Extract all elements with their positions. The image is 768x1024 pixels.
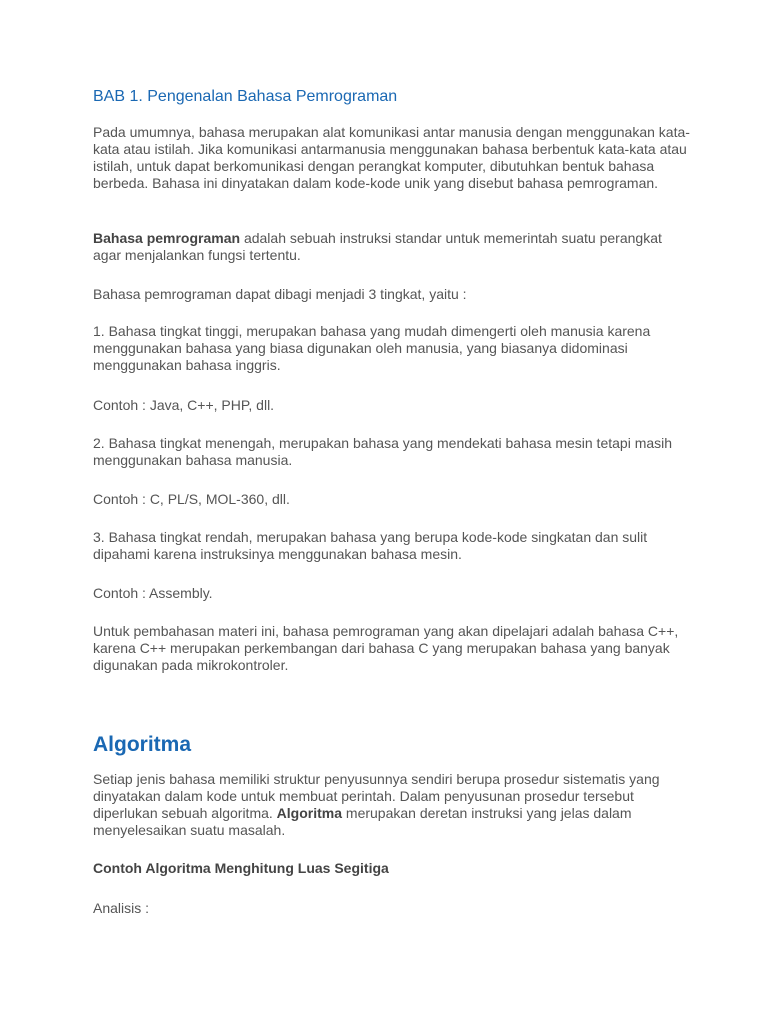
definition-term: Bahasa pemrograman (93, 230, 241, 246)
algoritma-term: Algoritma (276, 805, 343, 821)
intro-paragraph: Pada umumnya, bahasa merupakan alat komunikasi antar manusia dengan menggunakan kata-kata atau istilah. Jika komunikasi antarmanusia menggunakan bahasa berbentuk kata-kata atau istilah, untuk dapat berkomunikasi dengan perangkat komputer, dibutuhkan bentuk bahasa berbeda. Bahasa ini dinyatakan dalam kode-kode unik yang disebut bahasa pemrograman. (93, 124, 690, 191)
level-medium-example: Contoh : C, PL/S, MOL-360, dll. (93, 491, 290, 507)
algoritma-text: Setiap jenis bahasa memiliki struktur penyusunnya sendiri berupa prosedur sistematis yang dinyatakan dalam kode untuk membuat perintah. Dalam penyusunan prosedur tersebut diperlukan sebuah algoritma. (93, 771, 660, 821)
algoritma-paragraph (93, 771, 693, 839)
cpp-paragraph: Untuk pembahasan materi ini, bahasa pemrograman yang akan dipelajari adalah bahasa C++, karena C++ merupakan perkembangan dari bahasa C yang merupakan bahasa yang banyak digunakan pada mikrokontroler. (93, 623, 679, 673)
level-medium-paragraph: 2. Bahasa tingkat menengah, merupakan bahasa yang mendekati bahasa mesin tetapi masih menggunakan bahasa manusia. (93, 435, 673, 468)
algoritma-heading: Algoritma (93, 733, 192, 756)
level-low-paragraph: 3. Bahasa tingkat rendah, merupakan bahasa yang berupa kode-kode singkatan dan sulit dipahami karena instruksinya menggunakan bahasa mesin. (93, 529, 648, 562)
example-subheading: Contoh Algoritma Menghitung Luas Segitiga (93, 860, 389, 876)
level-low-example: Contoh : Assembly. (93, 585, 213, 601)
levels-intro-paragraph: Bahasa pemrograman dapat dibagi menjadi 3 tingkat, yaitu : (93, 286, 467, 302)
algoritma-text-rest: merupakan deretan instruksi yang jelas dalam menyelesaikan suatu masalah. (93, 805, 632, 838)
definition-paragraph (93, 230, 693, 264)
chapter-heading: BAB 1. Pengenalan Bahasa Pemrograman (93, 88, 398, 105)
definition-text: adalah sebuah instruksi standar untuk memerintah suatu perangkat agar menjalankan fungsi tertentu. (93, 230, 662, 263)
level-high-example: Contoh : Java, C++, PHP, dll. (93, 397, 275, 413)
level-high-paragraph: 1. Bahasa tingkat tinggi, merupakan bahasa yang mudah dimengerti oleh manusia karena menggunakan bahasa yang biasa digunakan oleh manusia, yang biasanya didominasi menggunakan bahasa inggris. (93, 323, 651, 373)
analysis-label: Analisis : (93, 900, 150, 916)
